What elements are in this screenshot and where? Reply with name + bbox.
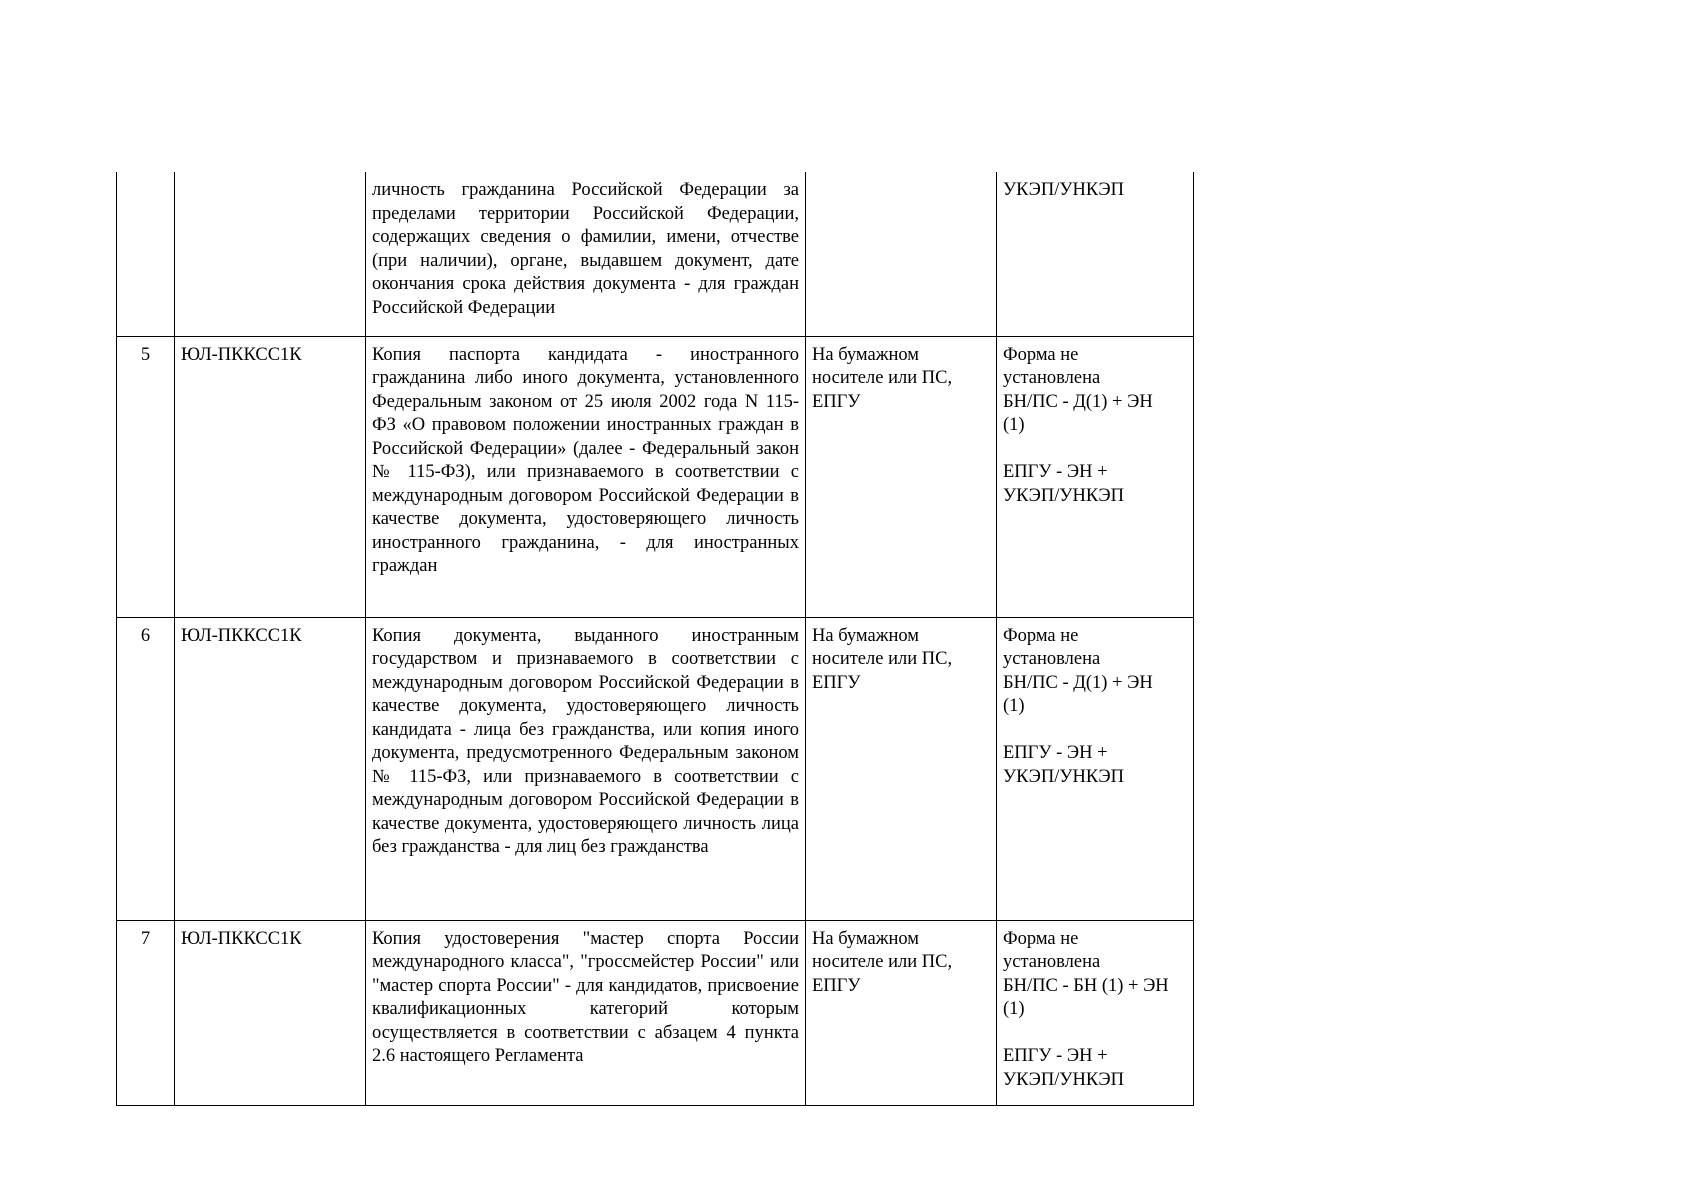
row-medium <box>806 172 997 336</box>
form-line: БН/ПС - Д(1) + ЭН <box>1003 672 1153 693</box>
form-line: Форма не <box>1003 928 1079 949</box>
row-description: личность гражданина Российской Федерации за пределами территории Российской Федерации, содержащих сведения о фамилии, имени, отчестве (при наличии), органе, выдавшем документ, дате окончания срока действия документа - для граждан Российской Федерации <box>366 172 806 336</box>
form-spacer <box>1003 719 1187 743</box>
row-form <box>997 172 1194 336</box>
table-row <box>117 617 1194 920</box>
row-form <box>997 920 1194 1105</box>
table-row <box>117 336 1194 617</box>
form-line: УКЭП/УНКЭП <box>1003 766 1124 787</box>
form-line: установлена <box>1003 368 1101 388</box>
row-number: 5 <box>117 336 175 617</box>
form-line: (1) <box>1003 696 1025 716</box>
documents-table <box>116 172 1194 1106</box>
row-form <box>997 336 1194 617</box>
row-code: ЮЛ-ПККСС1К <box>175 617 366 920</box>
form-line: Форма не <box>1003 625 1079 646</box>
form-line: установлена <box>1003 649 1101 669</box>
form-line: (1) <box>1003 415 1025 435</box>
form-line: БН/ПС - Д(1) + ЭН <box>1003 391 1153 412</box>
form-line: УКЭП/УНКЭП <box>1003 180 1124 200</box>
row-number: 7 <box>117 920 175 1105</box>
form-line: Форма не <box>1003 344 1079 365</box>
row-number <box>117 172 175 336</box>
form-line: ЕПГУ - ЭН + <box>1003 1046 1108 1066</box>
row-code: ЮЛ-ПККСС1К <box>175 336 366 617</box>
row-code: ЮЛ-ПККСС1К <box>175 920 366 1105</box>
form-line: (1) <box>1003 999 1025 1019</box>
row-medium: На бумажном носителе или ПС, ЕПГУ <box>806 617 997 920</box>
row-description: Копия паспорта кандидата - иностранного гражданина либо иного документа, установленного Федеральным законом от 25 июля 2002 года N 115-ФЗ «О правовом положении иностранных граждан в Российской Федерации» (далее - Федеральный закон № 115-ФЗ), или признаваемого в соответствии с международным договором Российской Федерации в качестве документа, удостоверяющего личность иностранного гражданина, - для иностранных граждан <box>366 336 806 617</box>
form-line: ЕПГУ - ЭН + <box>1003 462 1108 482</box>
form-line: УКЭП/УНКЭП <box>1003 1069 1124 1090</box>
row-form <box>997 617 1194 920</box>
form-line: УКЭП/УНКЭП <box>1003 485 1124 506</box>
row-medium: На бумажном носителе или ПС, ЕПГУ <box>806 336 997 617</box>
form-spacer <box>1003 438 1187 462</box>
form-spacer <box>1003 1022 1187 1046</box>
row-description: Копия удостоверения "мастер спорта России международного класса", "гроссмейстер России" или "мастер спорта России" - для кандидатов, присвоение квалификационных категорий которым осуществляется в соответствии с абзацем 4 пункта 2.6 настоящего Регламента <box>366 920 806 1105</box>
table-row <box>117 920 1194 1105</box>
row-medium: На бумажном носителе или ПС, ЕПГУ <box>806 920 997 1105</box>
table-row <box>117 172 1194 336</box>
row-code <box>175 172 366 336</box>
row-description: Копия документа, выданного иностранным государством и признаваемого в соответствии с международным договором Российской Федерации в качестве документа, удостоверяющего личность кандидата - лица без гражданства, или копия иного документа, предусмотренного Федеральным законом № 115-ФЗ, или признаваемого в соответствии с международным договором Российской Федерации в качестве документа, удостоверяющего личность лица без гражданства - для лиц без гражданства <box>366 617 806 920</box>
form-line: БН/ПС - БН (1) + ЭН <box>1003 975 1169 996</box>
row-number: 6 <box>117 617 175 920</box>
form-line: установлена <box>1003 952 1101 972</box>
form-line: ЕПГУ - ЭН + <box>1003 743 1108 763</box>
